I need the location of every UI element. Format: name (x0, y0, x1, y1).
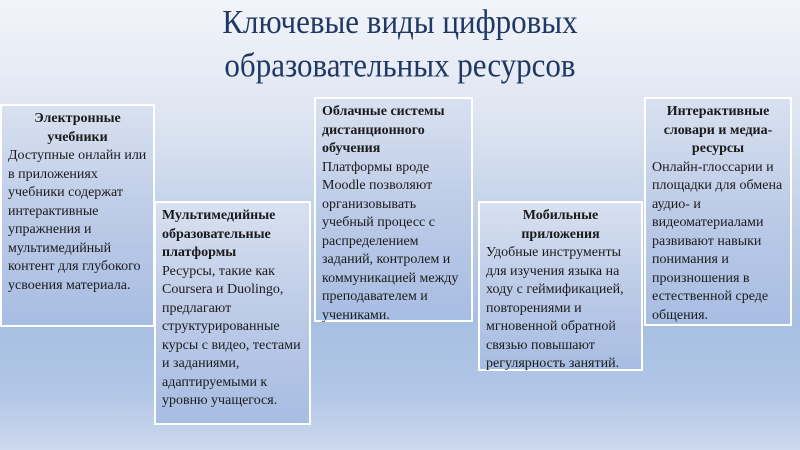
card-mobile-apps (478, 201, 643, 371)
card-heading: Облачные системы дистанционного обучения (322, 104, 445, 156)
card-multimedia-platforms (154, 201, 311, 425)
card-heading: Интерактивные словари и медиа-ресурсы (663, 104, 773, 156)
card-text: Платформы вроде Moodle позволяют организовывать учебный процесс с распределением заданий, контролем и коммуникацией между преподавателем и учениками. (322, 159, 459, 323)
card-text: Удобные инструменты для изучения языка на ходу с геймификацией, повторениями и мгновенной обратной связью повышают регулярность занятий. (486, 245, 624, 371)
card-heading: Мобильные приложения (521, 208, 600, 242)
card-text: Онлайн-глоссарии и площадки для обмена аудио- и видеоматериалами развивают навыки понимания и произношения в естественной среде общения. (652, 159, 783, 323)
slide-title (0, 1, 800, 87)
card-text: Доступные онлайн или в приложениях учебники содержат интерактивные упражнения и мультимедийный контент для глубокого усвоения материала. (8, 148, 147, 293)
card-heading: Электронные учебники (34, 111, 121, 145)
card-cloud-distance-learning (314, 97, 473, 322)
card-interactive-dictionaries (644, 97, 792, 326)
card-electronic-textbooks (0, 104, 155, 327)
card-text: Ресурсы, такие как Coursera и Duolingo, предлагают структурированные курсы с видео, тестами и заданиями, адаптируемыми к уровню учащегося. (162, 263, 301, 408)
slide-title-line-2: образовательных ресурсов (224, 46, 576, 84)
card-heading: Мультимедийные образовательные платформы (162, 208, 276, 260)
slide-title-line-1: Ключевые виды цифровых (222, 2, 578, 41)
